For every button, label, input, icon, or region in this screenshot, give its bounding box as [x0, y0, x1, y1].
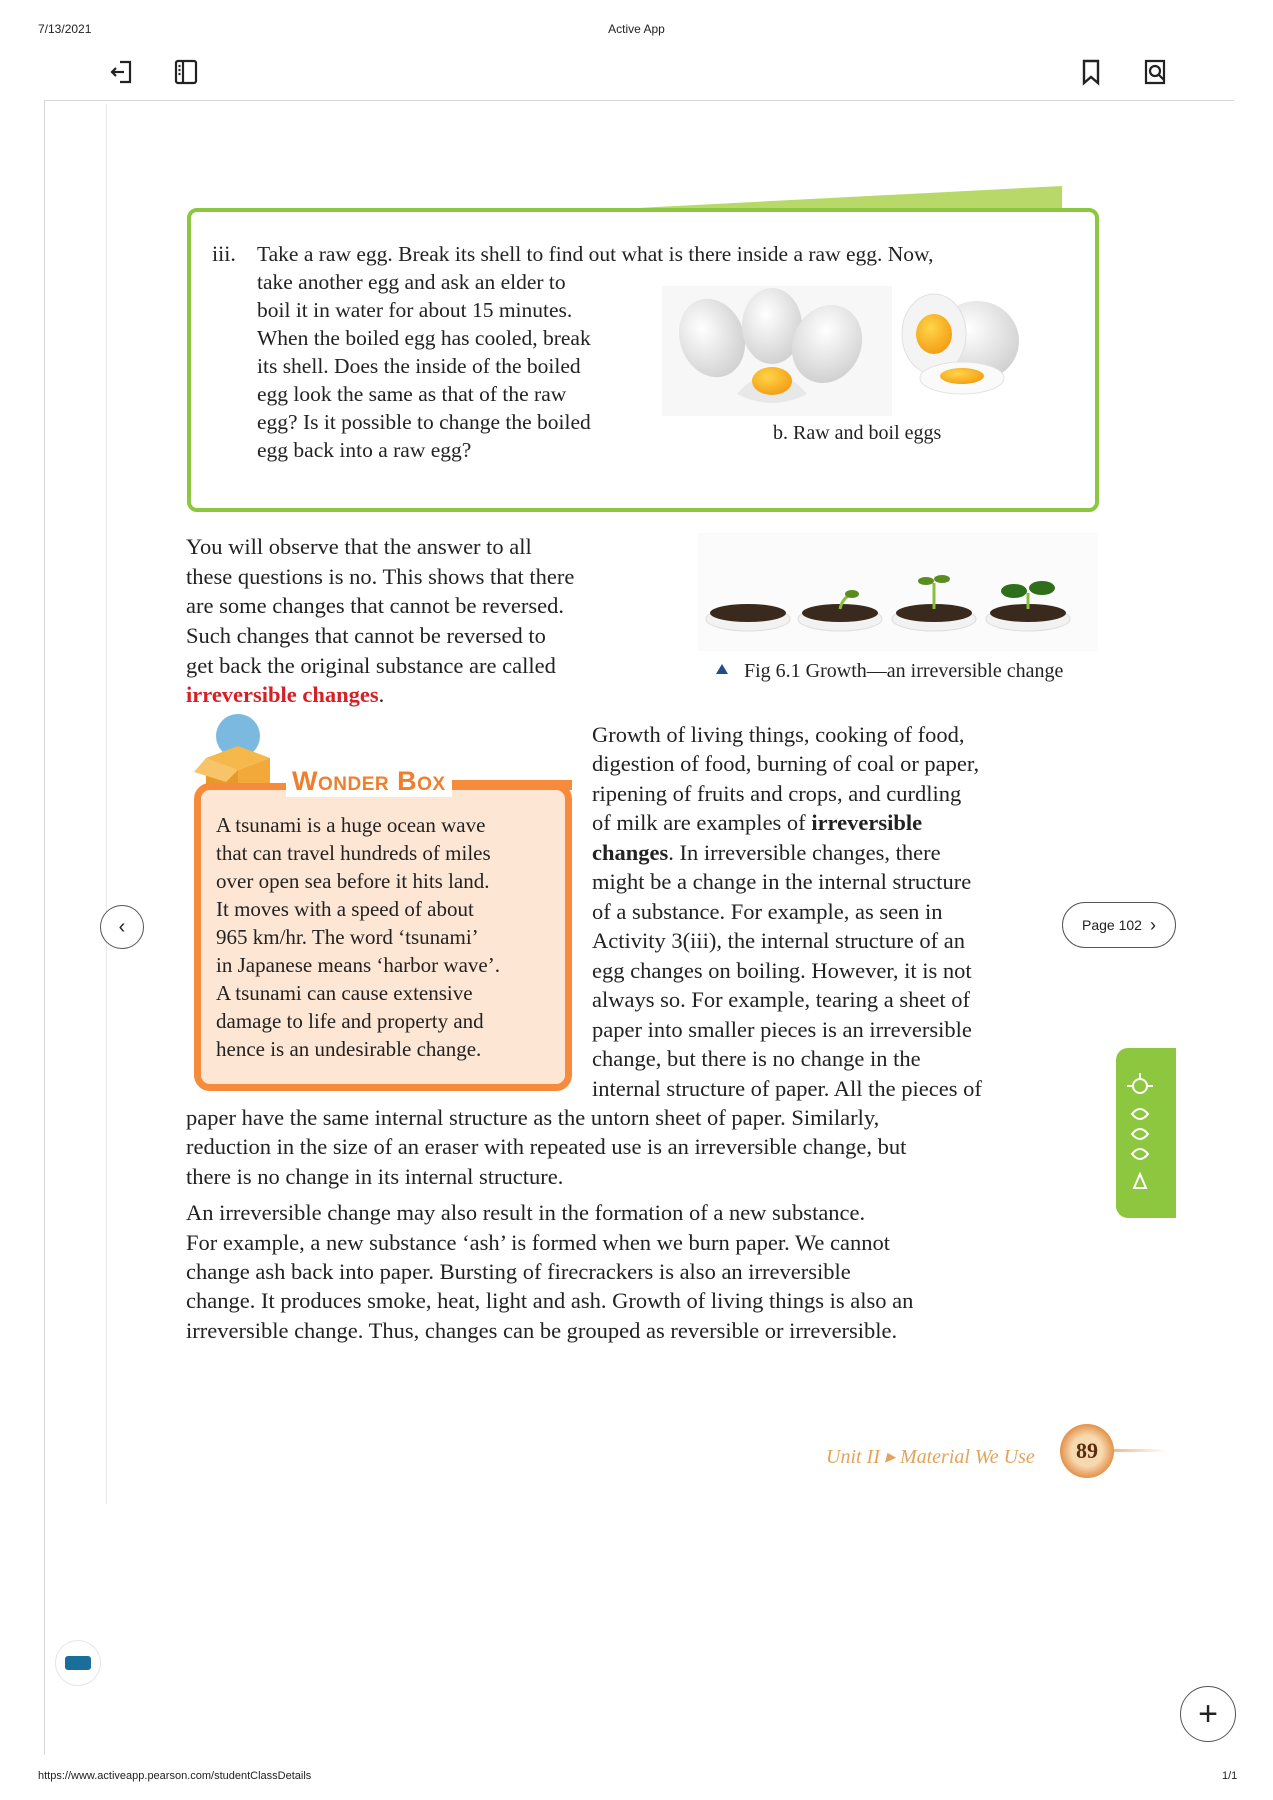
main-line: always so. For example, tearing a sheet of: [592, 987, 971, 1012]
main-line-text: of milk are examples of: [592, 810, 812, 835]
exit-button[interactable]: [105, 55, 139, 89]
activity-line: egg look the same as that of the raw: [257, 382, 567, 406]
main-line: might be a change in the internal structure: [592, 869, 972, 894]
main-line: paper into smaller pieces is an irreversible: [592, 1017, 972, 1042]
main-line: change, but there is no change in the: [592, 1046, 921, 1071]
bookmark-icon: [1078, 58, 1104, 86]
sidebar-toggle-button[interactable]: [169, 55, 203, 89]
chapter-label: Material We Use: [899, 1446, 1035, 1468]
wonder-line: hence is an undesirable change.: [216, 1037, 482, 1061]
growth-figure-image: [698, 533, 1098, 651]
intro-term-line: [186, 680, 384, 710]
main-line: egg changes on boiling. However, it is not: [592, 958, 972, 983]
wonder-line: 965 km/hr. The word ‘tsunami’: [216, 925, 479, 949]
plus-icon: +: [1198, 1694, 1218, 1733]
wonder-line: A tsunami can cause extensive: [216, 981, 473, 1005]
figure-marker-icon: [716, 664, 728, 674]
science-side-tab: [1116, 1048, 1176, 1218]
main-line: Activity 3(iii), the internal structure of an: [592, 928, 966, 953]
activity-line: egg? Is it possible to change the boiled: [257, 410, 591, 434]
intro-line: get back the original substance are called: [186, 653, 556, 678]
search-document-button[interactable]: [1138, 55, 1172, 89]
chat-button[interactable]: [56, 1641, 100, 1685]
irreversible-bold-term: irreversible: [811, 810, 923, 835]
irreversible-changes-term: irreversible changes: [186, 682, 379, 707]
unit-label: Unit II: [826, 1446, 880, 1468]
last-line: For example, a new substance ‘ash’ is formed when we burn paper. We cannot: [186, 1230, 891, 1255]
main-line: reduction in the size of an eraser with repeated use is an irreversible change, but: [186, 1134, 907, 1159]
main-line: [592, 808, 922, 838]
print-url: https://www.activeapp.pearson.com/studentClassDetails: [38, 1770, 312, 1782]
bookmark-button[interactable]: [1074, 55, 1108, 89]
book-page-number: 89: [1060, 1424, 1114, 1478]
activity-line: egg back into a raw egg?: [257, 438, 472, 462]
activity-line: boil it in water for about 15 minutes.: [257, 298, 573, 322]
intro-line: are some changes that cannot be reversed.: [186, 593, 564, 618]
egg-image-caption: b. Raw and boil eggs: [773, 422, 942, 444]
chat-icon: [65, 1656, 91, 1670]
wonder-line: in Japanese means ‘harbor wave’.: [216, 953, 500, 977]
main-line: digestion of food, burning of coal or paper,: [592, 751, 980, 776]
previous-page-button[interactable]: [100, 905, 144, 949]
activity-line: its shell. Does the inside of the boiled: [257, 354, 581, 378]
print-page-count: 1/1: [1222, 1770, 1238, 1782]
main-line: [592, 838, 941, 868]
breadcrumb-separator-icon: ▸: [884, 1446, 895, 1468]
viewer-frame-top: [44, 100, 1234, 101]
chevron-right-icon: ›: [1149, 914, 1156, 935]
wonder-line: that can travel hundreds of miles: [216, 841, 491, 865]
activity-line: take another egg and ask an elder to: [257, 270, 566, 294]
activity-number: iii.: [212, 241, 236, 266]
wonder-line: damage to life and property and: [216, 1009, 484, 1033]
last-line: An irreversible change may also result in the formation of a new substance.: [186, 1200, 866, 1225]
wonder-line: over open sea before it hits land.: [216, 869, 490, 893]
last-line: irreversible change. Thus, changes can be grouped as reversible or irreversible.: [186, 1318, 898, 1343]
add-button[interactable]: [1180, 1686, 1236, 1742]
main-line: of a substance. For example, as seen in: [592, 899, 943, 924]
activity-line: When the boiled egg has cooled, break: [257, 326, 591, 350]
intro-line: these questions is no. This shows that there: [186, 564, 575, 589]
wonder-box-title: Wonder Box: [286, 766, 452, 797]
main-line: there is no change in its internal structure.: [186, 1164, 564, 1189]
viewer-frame-left: [44, 100, 45, 1755]
raw-and-boiled-eggs-image: [662, 286, 1062, 416]
main-line: internal structure of paper. All the pieces of: [592, 1076, 982, 1101]
page-indicator: Page 102: [1082, 917, 1142, 933]
figure-caption: Fig 6.1 Growth—an irreversible change: [744, 660, 1064, 682]
print-date: 7/13/2021: [38, 22, 92, 36]
unit-breadcrumb: [826, 1444, 1035, 1469]
wonder-line: A tsunami is a huge ocean wave: [216, 813, 486, 837]
intro-line: Such changes that cannot be reversed to: [186, 623, 546, 648]
last-line: change. It produces smoke, heat, light and ash. Growth of living things is also an: [186, 1288, 914, 1313]
main-line: paper have the same internal structure as the untorn sheet of paper. Similarly,: [186, 1105, 880, 1130]
print-title: Active App: [608, 22, 665, 36]
wonder-line: It moves with a speed of about: [216, 897, 474, 921]
search-document-icon: [1141, 58, 1169, 86]
main-line: Growth of living things, cooking of food,: [592, 722, 965, 747]
activity-line: Take a raw egg. Break its shell to find out what is there inside a raw egg. Now,: [257, 242, 934, 266]
main-line-text: . In irreversible changes, there: [668, 840, 941, 865]
main-line: ripening of fruits and crops, and curdling: [592, 781, 962, 806]
science-icons-icon: [1116, 1048, 1176, 1218]
sidebar-panel-icon: [172, 58, 200, 86]
last-line: change ash back into paper. Bursting of firecrackers is also an irreversible: [186, 1259, 851, 1284]
intro-line: You will observe that the answer to all: [186, 534, 532, 559]
changes-bold-term: changes: [592, 840, 669, 865]
term-period: .: [378, 682, 385, 707]
chevron-left-icon: ‹: [118, 915, 126, 938]
wonder-box-title-bar: [444, 780, 572, 790]
exit-icon: [108, 58, 136, 86]
next-page-button[interactable]: [1062, 902, 1176, 948]
